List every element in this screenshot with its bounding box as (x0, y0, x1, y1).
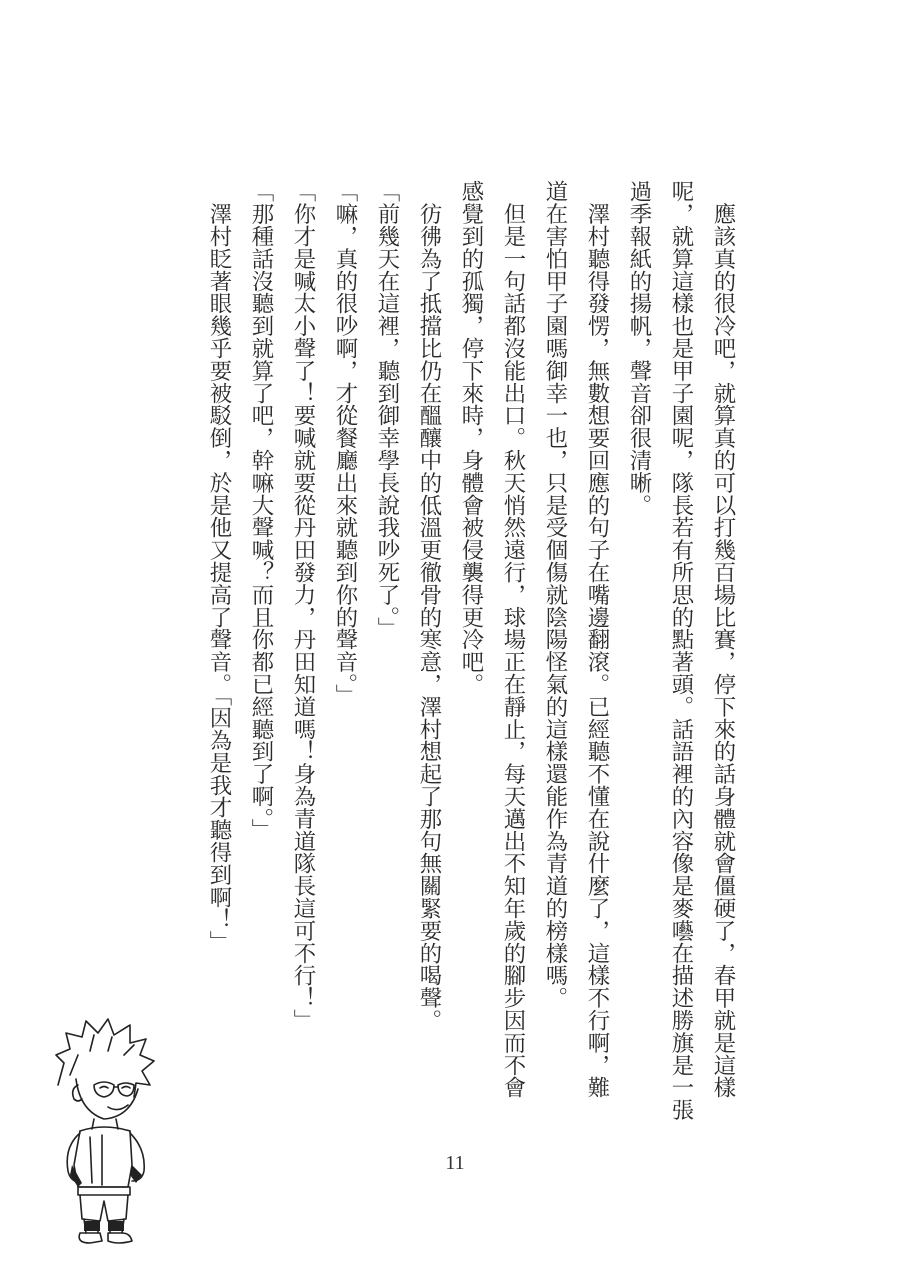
text-column-4: 澤村聽得發愣，無數想要回應的句子在嘴邊翻滾。已經聽不懂在說什麼了，這樣不行啊，難 (584, 180, 610, 1099)
text-column-12: 「那種話沒聽到就算了吧，幹嘛大聲喊？而且你都已經聽到了啊。」 (248, 180, 274, 841)
text-column-9: 「前幾天在這裡，聽到御幸學長說我吵死了。」 (374, 180, 400, 640)
text-column-7: 感覺到的孤獨，停下來時，身體會被侵襲得更冷吧。 (458, 180, 484, 696)
page-number: 11 (445, 1152, 465, 1174)
text-column-2: 呢，就算這樣也是甲子園呢，隊長若有所思的點著頭。話語裡的內容像是麥囈在描述勝旗是一張 (668, 180, 694, 1121)
chibi-character-illustration (50, 1015, 162, 1247)
text-column-5: 道在害怕甲子園嗎御幸一也，只是受個傷就陰陽怪氣的這樣還能作為青道的榜樣嗎。 (542, 180, 568, 1009)
text-column-13: 澤村眨著眼幾乎要被駁倒，於是他又提高了聲音。「因為是我才聽得到啊！」 (206, 180, 232, 953)
text-column-11: 「你才是喊太小聲了！要喊就要從丹田發力，丹田知道嗎！身為青道隊長這可不行！」 (290, 180, 316, 1032)
text-column-8: 彷彿為了抵擋比仍在醞釀中的低溫更徹骨的寒意，澤村想起了那句無關緊要的喝聲。 (416, 180, 442, 1032)
text-column-6: 但是一句話都沒能出口。秋天悄然遠行，球場正在靜止，每天邁出不知年歲的腳步因而不會 (500, 180, 526, 1099)
text-column-1: 應該真的很冷吧，就算真的可以打幾百場比賽，停下來的話身體就會僵硬了，春甲就是這樣 (710, 180, 736, 1099)
text-column-3: 過季報紙的揚帆，聲音卻很清晰。 (626, 180, 652, 516)
text-column-10: 「嘛，真的很吵啊，才從餐廳出來就聽到你的聲音。」 (332, 180, 358, 707)
